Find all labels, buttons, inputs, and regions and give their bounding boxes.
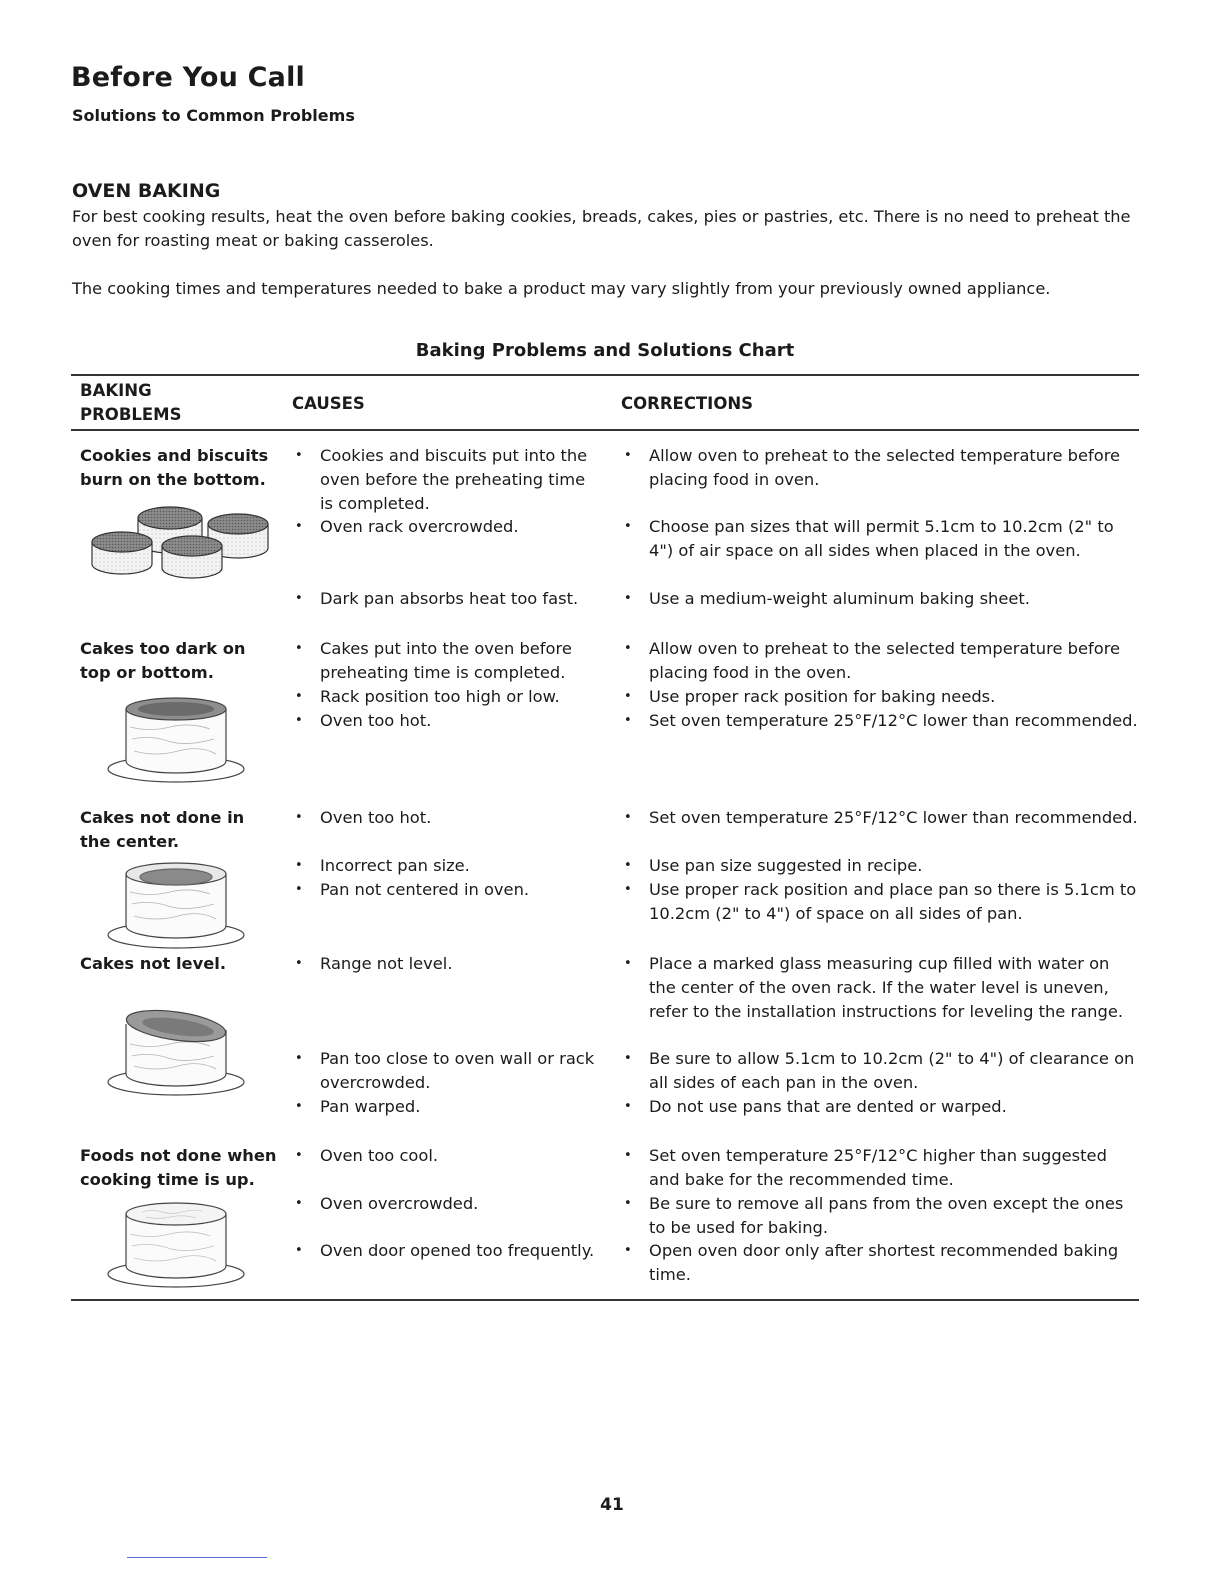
page-title: Before You Call: [71, 62, 306, 93]
correction-item: • Set oven temperature 25°F/12°C lower than recommended.: [620, 709, 1140, 733]
column-header-problems: [80, 379, 182, 427]
chart-title: Baking Problems and Solutions Chart: [415, 340, 795, 361]
three-biscuits-icon: [90, 504, 270, 582]
problem-label: Foods not done when cooking time is up.: [80, 1146, 277, 1189]
correction-item: • Use proper rack position for baking needs.: [620, 685, 1140, 709]
pale-cake-icon: [106, 1198, 248, 1290]
cause-item: • Cookies and biscuits put into the oven before the preheating time is completed.: [291, 444, 601, 516]
table-header-rule: [71, 429, 1139, 431]
page-number: 41: [600, 1495, 624, 1515]
page-subtitle: Solutions to Common Problems: [72, 106, 355, 125]
correction-item: • Allow oven to preheat to the selected temperature before placing food in the oven.: [620, 637, 1140, 685]
cause-item: • Rack position too high or low.: [291, 685, 601, 709]
footer-divider: [127, 1557, 267, 1558]
column-header-causes: CAUSES: [292, 394, 365, 413]
correction-item: • Set oven temperature 25°F/12°C higher than suggested and bake for the recommended time.: [620, 1144, 1140, 1192]
cause-item: • Cakes put into the oven before preheating time is completed.: [291, 637, 601, 685]
correction-item: • Be sure to remove all pans from the oven except the ones to be used for baking.: [620, 1192, 1140, 1240]
correction-item: • Do not use pans that are dented or warped.: [620, 1095, 1140, 1119]
cause-item: • Range not level.: [291, 952, 601, 976]
problem-label: Cakes too dark on top or bottom.: [80, 639, 246, 682]
correction-item: • Place a marked glass measuring cup filled with water on the center of the oven rack. If the water level is uneven, refer to the installation instructions for leveling the range.: [620, 952, 1140, 1024]
sunken-center-cake-icon: [106, 860, 248, 952]
cause-item: • Oven too cool.: [291, 1144, 601, 1168]
cause-item: • Oven overcrowded.: [291, 1192, 601, 1216]
problem-label: Cakes not done in the center.: [80, 808, 245, 851]
column-header-problems-line: PROBLEMS: [80, 405, 182, 424]
problem-label: Cakes not level.: [80, 954, 226, 973]
table-bottom-rule: [71, 1299, 1139, 1301]
intro-paragraph: For best cooking results, heat the oven before baking cookies, breads, cakes, pies or pastries, etc. There is no need to preheat the oven for roasting meat or baking casseroles.: [72, 207, 1131, 250]
cause-item: • Dark pan absorbs heat too fast.: [291, 587, 601, 611]
cause-item: • Oven too hot.: [291, 806, 601, 830]
correction-item: • Use proper rack position and place pan so there is 5.1cm to 10.2cm (2" to 4") of space on all sides of pan.: [620, 878, 1140, 926]
correction-item: • Allow oven to preheat to the selected temperature before placing food in oven.: [620, 444, 1140, 492]
cause-item: • Pan warped.: [291, 1095, 601, 1119]
cause-item: • Incorrect pan size.: [291, 854, 601, 878]
cause-item: • Pan not centered in oven.: [291, 878, 601, 902]
correction-item: • Choose pan sizes that will permit 5.1cm to 10.2cm (2" to 4") of air space on all sides when placed in the oven.: [620, 515, 1140, 563]
correction-item: • Be sure to allow 5.1cm to 10.2cm (2" to 4") of clearance on all sides of each pan in the oven.: [620, 1047, 1140, 1095]
cause-item: • Pan too close to oven wall or rack overcrowded.: [291, 1047, 601, 1095]
column-header-problems-line: BAKING: [80, 381, 152, 400]
intro-paragraph: The cooking times and temperatures needed to bake a product may vary slightly from your previously owned appliance.: [72, 279, 1051, 298]
correction-item: • Open oven door only after shortest recommended baking time.: [620, 1239, 1140, 1287]
dark-top-cake-icon: [106, 697, 248, 785]
column-header-corrections: CORRECTIONS: [621, 394, 754, 413]
correction-item: • Use a medium-weight aluminum baking sheet.: [620, 587, 1140, 611]
tilted-cake-icon: [106, 1006, 248, 1098]
cause-item: • Oven door opened too frequently.: [291, 1239, 601, 1263]
cause-item: • Oven rack overcrowded.: [291, 515, 601, 539]
correction-item: • Use pan size suggested in recipe.: [620, 854, 1140, 878]
table-top-rule: [71, 374, 1139, 376]
cause-item: • Oven too hot.: [291, 709, 601, 733]
problem-label: Cookies and biscuits burn on the bottom.: [80, 446, 269, 489]
correction-item: • Set oven temperature 25°F/12°C lower than recommended.: [620, 806, 1140, 830]
section-heading: OVEN BAKING: [72, 180, 221, 202]
